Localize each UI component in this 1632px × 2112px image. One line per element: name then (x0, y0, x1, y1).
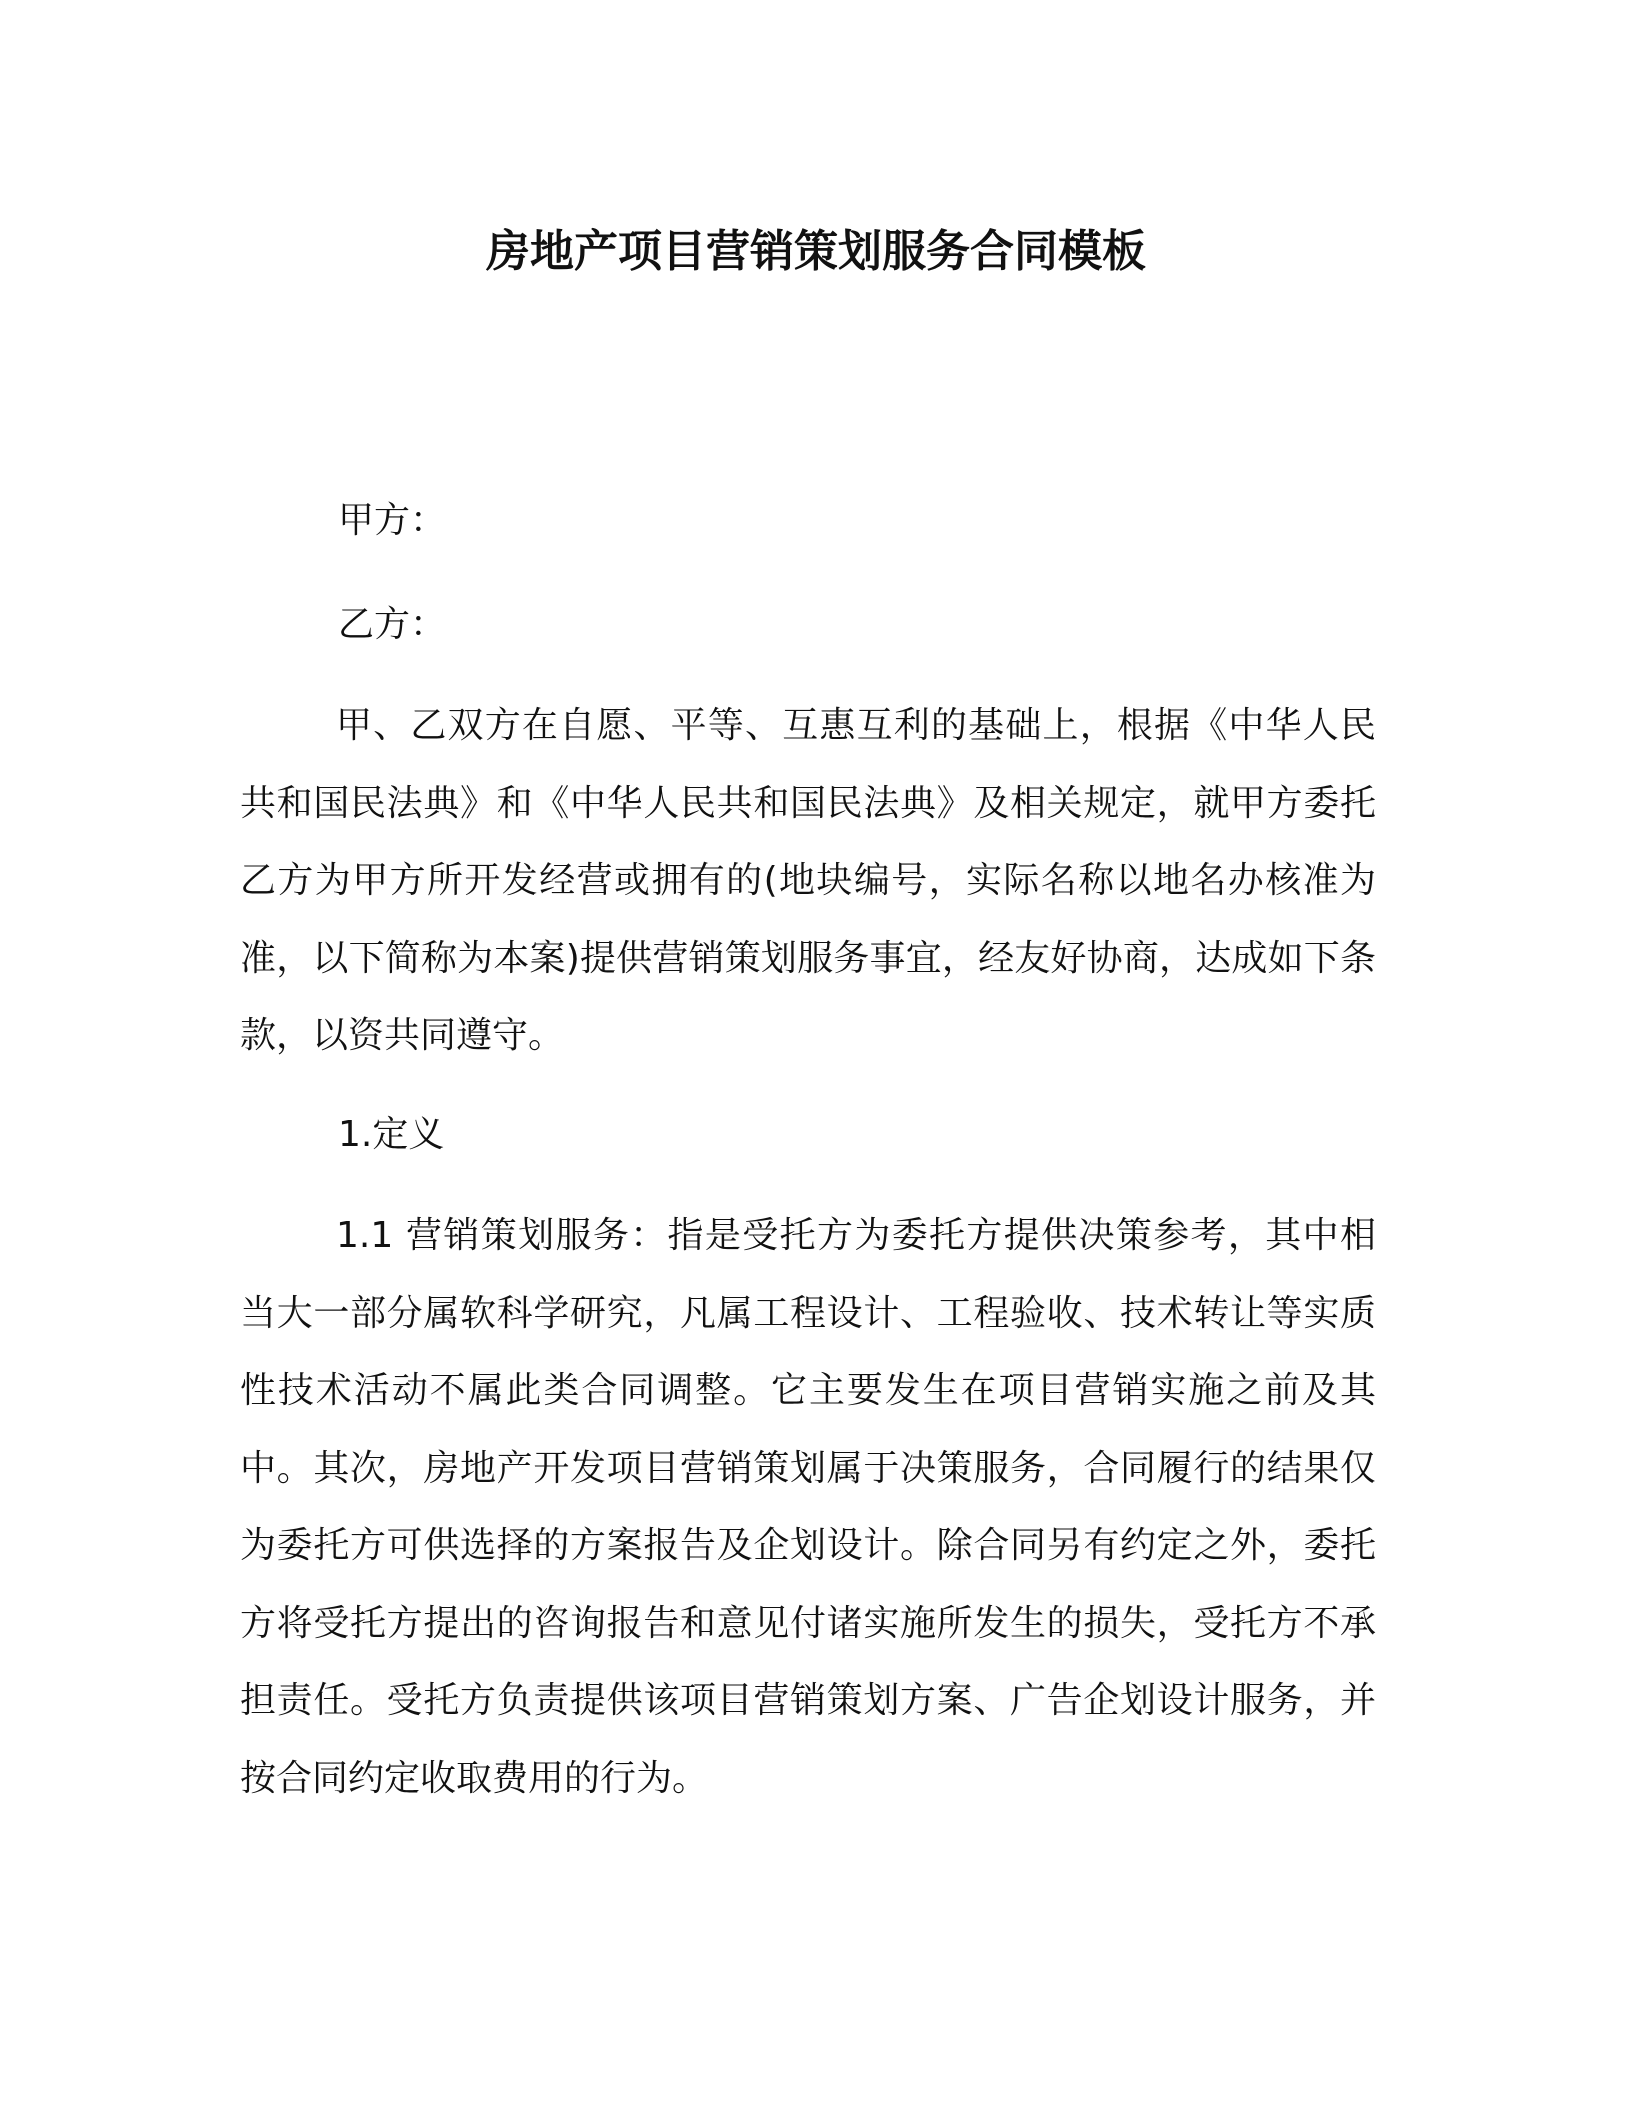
section-heading-definitions: 1.定义 (338, 1114, 445, 1155)
preamble-paragraph: 甲、乙双方在自愿、平等、互惠互利的基础上，根据《中华人民共和国民法典》和《中华人民共和国民法典》及相关规定，就甲方委托乙方为甲方所开发经营或拥有的(地块编号，实际名称以地名办核准为准，以下简称为本案)提供营销策划服务事宜，经友好协商，达成如下条款，以资共同遵守。 (240, 705, 1376, 1056)
party-b-label: 乙方： (338, 604, 447, 645)
clause-1-1-paragraph: 1.1 营销策划服务：指是受托方为委托方提供决策参考，其中相当大一部分属软科学研究，凡属工程设计、工程验收、技术转让等实质性技术活动不属此类合同调整。它主要发生在项目营销实施之前及其中。其次，房地产开发项目营销策划属于决策服务，合同履行的结果仅为委托方可供选择的方案报告及企划设计。除合同另有约定之外，委托方将受托方提出的咨询报告和意见付诸实施所发生的损失，受托方不承担责任。受托方负责提供该项目营销策划方案、广告企划设计服务，并按合同约定收取费用的行为。 (240, 1215, 1376, 1799)
document-title: 房地产项目营销策划服务合同模板 (486, 226, 1146, 277)
party-a-label: 甲方： (338, 500, 447, 541)
